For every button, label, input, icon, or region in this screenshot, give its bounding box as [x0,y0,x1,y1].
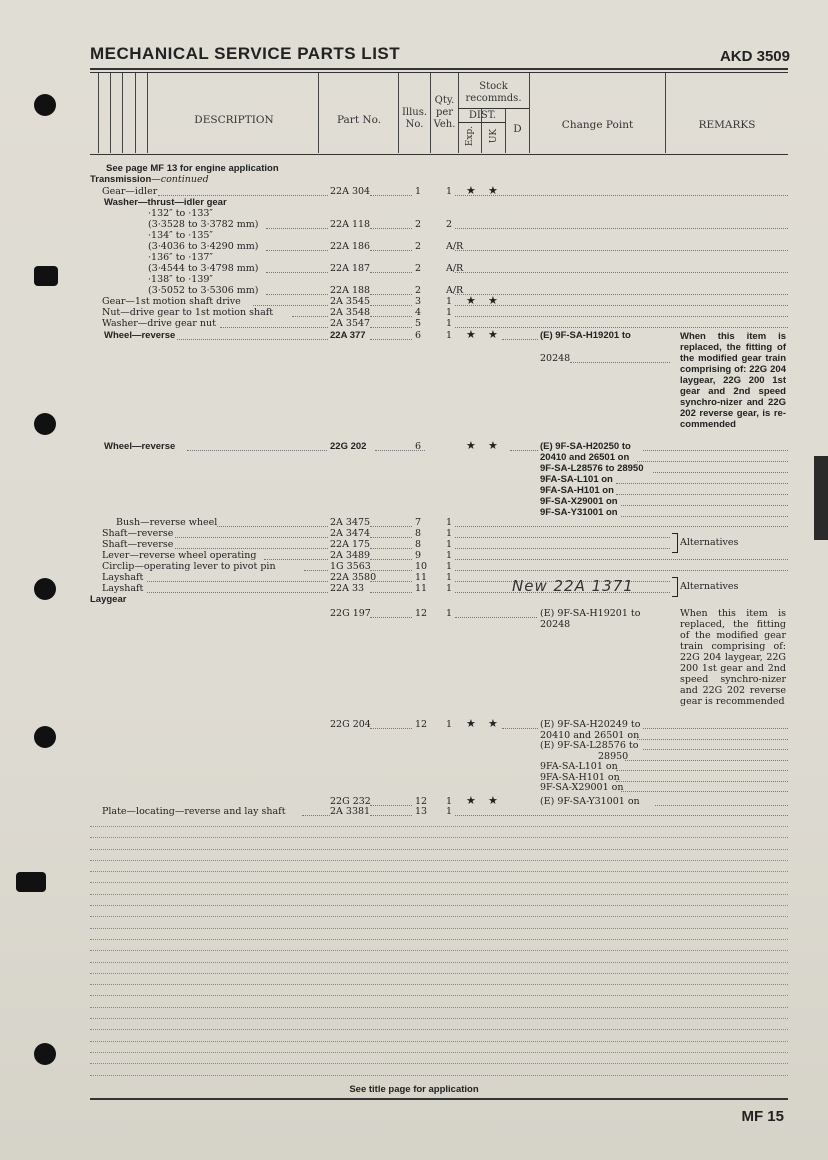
illus-no: 2 [415,285,422,296]
document-code: AKD 3509 [719,48,790,65]
leader-dots [455,294,788,295]
table-row [90,230,788,241]
leader-dots [502,339,538,340]
part-no: 2A 3489 [330,550,371,561]
leader-dots [455,526,788,527]
change-point: 9F-SA-L28576 to 28950 [540,463,644,474]
stock-rule [458,108,529,109]
illus-no: 9 [415,550,422,561]
illus-no: 12 [415,608,428,619]
leader-dots [177,339,328,340]
col-divider [98,73,99,153]
qty: 1 [446,186,453,197]
col-header-qty: Qty. per Veh. [433,95,456,130]
stock-exp: ★ [466,717,476,730]
table-row [90,274,788,285]
stock-exp: ★ [466,294,476,307]
part-no: 2A 3547 [330,318,371,329]
illus-no: 2 [415,263,422,274]
leader-dots [175,537,328,538]
ruled-line [90,871,788,872]
change-point: 9F-SA-X29001 on [540,496,618,507]
ruled-line [90,1041,788,1042]
leader-dots [266,228,328,229]
ruled-line [90,962,788,963]
qty: 1 [446,806,453,817]
qty: 1 [446,528,453,539]
leader-dots [570,362,670,363]
description: Circlip—operating lever to pivot pin [102,561,276,572]
leader-dots [370,294,412,295]
illus-no: 5 [415,318,422,329]
change-point: 20248 [540,619,571,630]
illus-no: 10 [415,561,428,572]
qty: 1 [446,583,453,594]
description: (3·5052 to 3·5306 mm) [148,285,259,296]
alternatives-label-2: Alternatives [680,581,739,592]
leader-dots [370,617,412,618]
illus-no: 13 [415,806,428,817]
leader-dots [455,570,788,571]
description: (3·4544 to 3·4798 mm) [148,263,259,274]
change-point: 9FA-SA-L101 on [540,474,613,485]
description: ·136″ to ·137″ [148,252,213,263]
laygear-title: Laygear [90,594,127,605]
leader-dots [455,316,788,317]
leader-dots [455,537,670,538]
punch-hole [34,1043,56,1065]
leader-dots [455,327,788,328]
ruled-line [90,860,788,861]
stock-uk: ★ [488,439,498,452]
leader-dots [370,228,412,229]
leader-dots [637,461,788,462]
leader-dots [370,305,412,306]
stock-uk: ★ [488,328,498,341]
description: Gear—1st motion shaft drive [102,296,241,307]
col-header-description: DESCRIPTION [194,114,274,126]
leader-dots [370,537,412,538]
leader-dots [370,581,412,582]
leader-dots [643,749,788,750]
leader-dots [455,250,788,251]
ruled-line [90,849,788,850]
illus-no: 7 [415,517,422,528]
col-header-exp: Exp. [465,125,475,147]
leader-dots [621,505,788,506]
qty: 1 [446,608,453,619]
leader-dots [621,791,788,792]
ruled-line [90,950,788,951]
description: ·134″ to ·135″ [148,230,213,241]
col-header-change-point: Change Point [561,119,634,131]
part-no: 22A 186 [330,241,371,252]
leader-dots [502,728,538,729]
description: Washer—thrust—idler gear [104,197,227,208]
change-point: (E) 9F-SA-H19201 to [540,330,631,341]
part-no: 2A 3474 [330,528,371,539]
stock-uk: ★ [488,294,498,307]
leader-dots [455,272,788,273]
qty: A/R [446,263,464,274]
ruled-line [90,1075,788,1076]
part-no: 22G 204 [330,719,371,730]
dist-rule [458,122,505,123]
leader-dots [158,195,328,196]
ruled-line [90,973,788,974]
illus-no: 11 [415,583,428,594]
col-divider [529,73,530,153]
qty: 1 [446,561,453,572]
leader-dots [616,781,788,782]
change-point: (E) 9F-SA-H20250 to [540,441,631,452]
leader-dots [264,559,328,560]
part-no: 2A 3545 [330,296,371,307]
leader-dots [370,316,412,317]
section-title: Transmission [90,174,152,185]
col-header-dist: DIST. [468,110,497,121]
leader-dots [455,548,670,549]
part-no: 22A 188 [330,285,371,296]
leader-dots [510,450,538,451]
ruled-line [90,995,788,996]
description: Nut—drive gear to 1st motion shaft [102,307,274,318]
description: Gear—idler [102,186,158,197]
leader-dots [616,494,788,495]
leader-dots [370,728,412,729]
qty: 1 [446,318,453,329]
illus-no: 8 [415,528,422,539]
part-no: 22G 202 [330,441,367,452]
illus-no: 3 [415,296,422,307]
ruled-line [90,984,788,985]
footer-note: See title page for application [349,1084,479,1095]
leader-dots [253,305,328,306]
engine-application-note: See page MF 13 for engine application [106,163,279,174]
stock-exp: ★ [466,328,476,341]
leader-dots [370,570,412,571]
col-header-remarks: REMARKS [698,119,756,131]
description: Wheel—reverse [104,441,176,452]
leader-dots [302,815,330,816]
alternatives-label: Alternatives [680,537,739,548]
part-no: 22A 3580 [330,572,377,583]
leader-dots [370,272,412,273]
leader-dots [304,570,328,571]
qty: 1 [446,296,453,307]
ruled-line [90,928,788,929]
leader-dots [455,559,788,560]
punch-hole [16,872,46,892]
leader-dots [637,739,788,740]
stock-uk: ★ [488,717,498,730]
change-point: (E) 9F-SA-L28576 to [540,740,639,751]
change-point: 9FA-SA-H101 on [540,771,620,783]
description: Washer—drive gear nut [102,318,216,329]
leader-dots [370,548,412,549]
leader-dots [370,526,412,527]
leader-dots [370,559,412,560]
remarks-laygear: When this item is replaced, the fitting of the modified gear train comprising of: 22G 204 laygear, 22G 200 1st gear and 2nd speed synchro-nizer and 22G 202 reverse gear is recommended [680,608,786,707]
remarks-wheel-reverse: When this item is replaced, the fitting of the modified gear train comprising of: 22G 204 laygear, 22G 200 1st gear and 2nd speed synchro-nizer and 22G 202 reverse gear, is re-commended [680,331,786,430]
part-no: 2A 3381 [330,806,371,817]
part-no: 22A 175 [330,539,371,550]
change-point: 9FA-SA-L101 on [540,761,618,772]
qty: A/R [446,241,464,252]
page-number: MF 15 [741,1108,784,1125]
col-divider [110,73,111,153]
ruled-line [90,882,788,883]
col-header-part-no: Part No. [336,114,382,126]
part-no: 22G 197 [330,608,371,619]
ruled-line [90,894,788,895]
qty: 1 [446,719,453,730]
section-heading [90,174,788,185]
header-rule-bottom [90,154,788,155]
punch-hole [34,94,56,116]
footer-rule [90,1098,788,1100]
leader-dots [175,548,328,549]
description: (3·4036 to 3·4290 mm) [148,241,259,252]
col-divider [147,73,148,153]
leader-dots [653,472,788,473]
punch-hole [34,726,56,748]
description: Bush—reverse wheel [116,517,218,528]
col-header-illus: Illus. No. [401,107,428,130]
change-point: 20248 [540,353,571,364]
leader-dots [375,450,425,451]
change-point: (E) 9F-SA-Y31001 on [540,796,640,807]
qty: 1 [446,572,453,583]
col-divider [318,73,319,153]
illus-no: 6 [415,441,422,452]
alternatives-bracket [672,533,678,553]
leader-dots [217,526,328,527]
description: Lever—reverse wheel operating [102,550,257,561]
change-point: (E) 9F-SA-H20249 to [540,719,641,730]
leader-dots [370,250,412,251]
illus-no: 2 [415,219,422,230]
stock-uk: ★ [488,794,498,807]
col-divider [458,73,459,153]
leader-dots [643,450,788,451]
punch-hole [34,578,56,600]
change-point: 9F-SA-Y31001 on [540,507,618,518]
description: ·138″ to ·139″ [148,274,213,285]
description: Plate—locating—reverse and lay shaft [102,806,286,817]
table-row [90,197,788,208]
description: Wheel—reverse [104,330,176,341]
leader-dots [266,250,328,251]
qty: 1 [446,307,453,318]
leader-dots [625,760,788,761]
illus-no: 11 [415,572,428,583]
qty: 1 [446,550,453,561]
page-edge-tab [814,456,828,540]
qty: 1 [446,517,453,528]
change-point: 9F-SA-X29001 on [540,782,624,793]
stock-exp: ★ [466,439,476,452]
leader-dots [455,195,788,196]
col-divider [135,73,136,153]
part-no: 22A 33 [330,583,365,594]
illus-no: 12 [415,719,428,730]
change-point: (E) 9F-SA-H19201 to [540,608,641,619]
change-point: 28950 [598,750,629,762]
description: (3·3528 to 3·3782 mm) [148,219,259,230]
leader-dots [187,450,327,451]
illus-no: 1 [415,186,422,197]
illus-no: 8 [415,539,422,550]
part-no: 22A 377 [330,330,366,341]
change-point: 20410 and 26501 on [540,729,640,741]
leader-dots [616,770,788,771]
qty: 1 [446,330,453,341]
part-no: 22G 232 [330,796,371,807]
handwritten-note: New 22A 1371 [512,577,634,595]
description: Shaft—reverse [102,539,174,550]
section-suffix: —continued [151,174,209,185]
qty: 2 [446,219,453,230]
page-title: MECHANICAL SERVICE PARTS LIST [90,44,401,63]
description: Layshaft [102,583,144,594]
qty: A/R [446,285,464,296]
header-rule-top2 [90,72,788,73]
description: Shaft—reverse [102,528,174,539]
part-no: 2A 3475 [330,517,371,528]
leader-dots [370,592,412,593]
leader-dots [616,483,788,484]
illus-no: 12 [415,796,428,807]
leader-dots [147,592,328,593]
col-header-stock: Stock recommds. [465,81,522,104]
illus-no: 4 [415,307,422,318]
part-no: 1G 3563 [330,561,371,572]
description: ·132″ to ·133″ [148,208,213,219]
qty: 1 [446,539,453,550]
leader-dots [455,228,788,229]
leader-dots [643,728,788,729]
part-no: 22A 304 [330,186,371,197]
col-header-uk: UK [489,128,499,144]
stock-exp: ★ [466,184,476,197]
leader-dots [455,815,788,816]
change-point: 9FA-SA-H101 on [540,485,614,496]
stock-exp: ★ [466,794,476,807]
ruled-line [90,916,788,917]
table-row [90,208,788,219]
ruled-line [90,1007,788,1008]
ruled-line [90,826,788,827]
leader-dots [370,815,412,816]
leader-dots [370,195,412,196]
qty: 1 [446,796,453,807]
col-divider [122,73,123,153]
col-header-d: D [513,123,522,135]
leader-dots [147,581,328,582]
change-point: 20410 and 26501 on [540,452,630,463]
punch-hole [34,413,56,435]
illus-no: 6 [415,330,422,341]
col-divider [665,73,666,153]
leader-dots [292,316,328,317]
ruled-line [90,1029,788,1030]
part-no: 22A 187 [330,263,371,274]
leader-dots [455,617,537,618]
stock-uk: ★ [488,184,498,197]
table-row [90,252,788,263]
ruled-line [90,1063,788,1064]
leader-dots [370,327,412,328]
punch-hole [34,266,58,286]
illus-no: 2 [415,241,422,252]
ruled-line [90,905,788,906]
header-rule-top [90,68,788,70]
leader-dots [370,339,412,340]
leader-dots [266,294,328,295]
ruled-line [90,939,788,940]
part-no: 22A 118 [330,219,371,230]
part-no: 2A 3548 [330,307,371,318]
leader-dots [455,305,788,306]
ruled-line [90,837,788,838]
leader-dots [220,327,328,328]
leader-dots [266,272,328,273]
ruled-line [90,1052,788,1053]
description: Layshaft [102,572,144,583]
ruled-line [90,1018,788,1019]
